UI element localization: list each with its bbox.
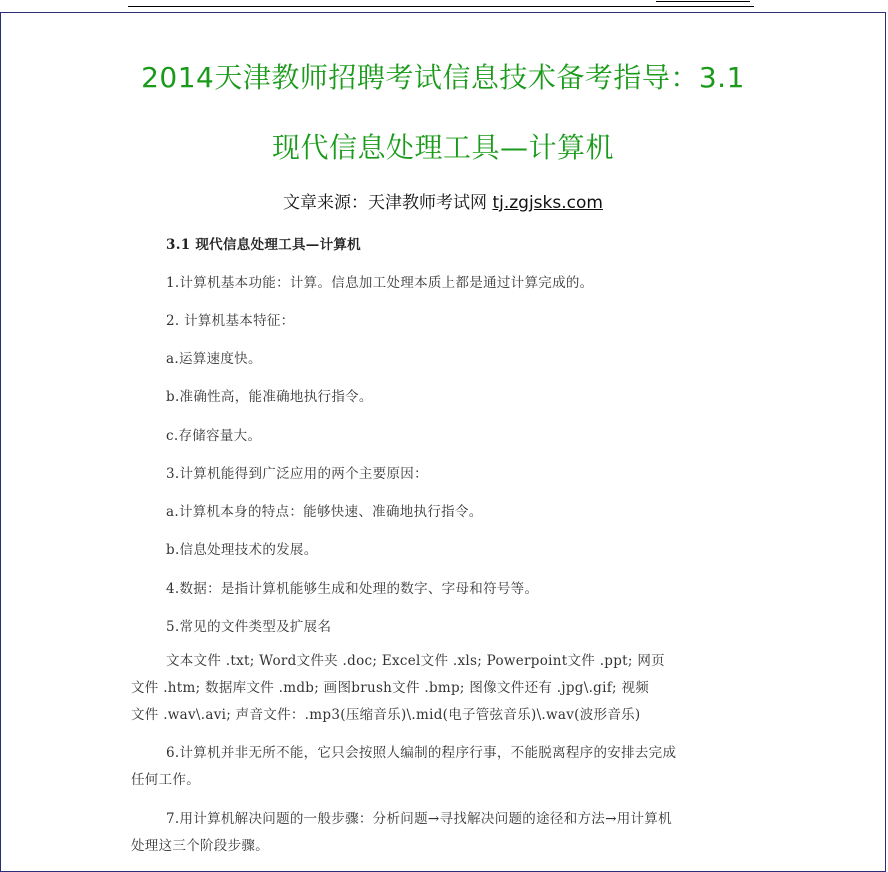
paragraph-3b: b.信息处理技术的发展。 (166, 542, 318, 558)
article-source (0, 188, 886, 213)
paragraph-3: 3.计算机能得到广泛应用的两个主要原因： (166, 466, 428, 482)
paragraph-7-line-1: 7.用计算机解决问题的一般步骤：分析问题→寻找解决问题的途径和方法→用计算机 (166, 811, 672, 827)
paragraph-6-line-2: 任何工作。 (131, 772, 200, 788)
section-heading: 3.1 现代信息处理工具—计算机 (166, 237, 361, 253)
file-types-paragraph (131, 648, 756, 729)
source-label: 文章来源：天津教师考试网 (283, 193, 493, 213)
paragraph-6 (131, 740, 756, 794)
file-types-line-2: 文件 .htm; 数据库文件 .mdb; 画图brush文件 .bmp; 图像文件还有 .jpg\.gif; 视频 (131, 680, 650, 696)
paragraph-1: 1.计算机基本功能：计算。信息加工处理本质上都是通过计算完成的。 (166, 275, 594, 291)
source-link[interactable]: tj.zgjsks.com (492, 193, 603, 213)
paragraph-4: 4.数据：是指计算机能够生成和处理的数字、字母和符号等。 (166, 581, 539, 597)
page-title-line1: 2014天津教师招聘考试信息技术备考指导：3.1 (141, 61, 745, 94)
paragraph-7-line-2: 处理这三个阶段步骤。 (131, 838, 269, 854)
header-rule-short (656, 1, 750, 2)
paragraph-2: 2. 计算机基本特征： (166, 313, 295, 329)
paragraph-2c: c.存储容量大。 (166, 428, 262, 444)
header-rule (128, 6, 754, 7)
paragraph-3a: a.计算机本身的特点：能够快速、准确地执行指令。 (166, 504, 483, 520)
paragraph-7 (131, 806, 756, 860)
file-types-line-1: 文本文件 .txt; Word文件夹 .doc; Excel文件 .xls; Powerpoint文件 .ppt; 网页 (166, 653, 665, 669)
paragraph-2b: b.准确性高，能准确地执行指令。 (166, 389, 373, 405)
paragraph-5: 5.常见的文件类型及扩展名 (166, 619, 332, 635)
paragraph-6-line-1: 6.计算机并非无所不能，它只会按照人编制的程序行事，不能脱离程序的安排去完成 (166, 745, 677, 761)
page-title-line2: 现代信息处理工具—计算机 (271, 131, 614, 164)
paragraph-2a: a.运算速度快。 (166, 351, 262, 367)
file-types-line-3: 文件 .wav\.avi; 声音文件：.mp3(压缩音乐)\.mid(电子管弦音乐)\.wav(波形音乐) (131, 707, 641, 723)
